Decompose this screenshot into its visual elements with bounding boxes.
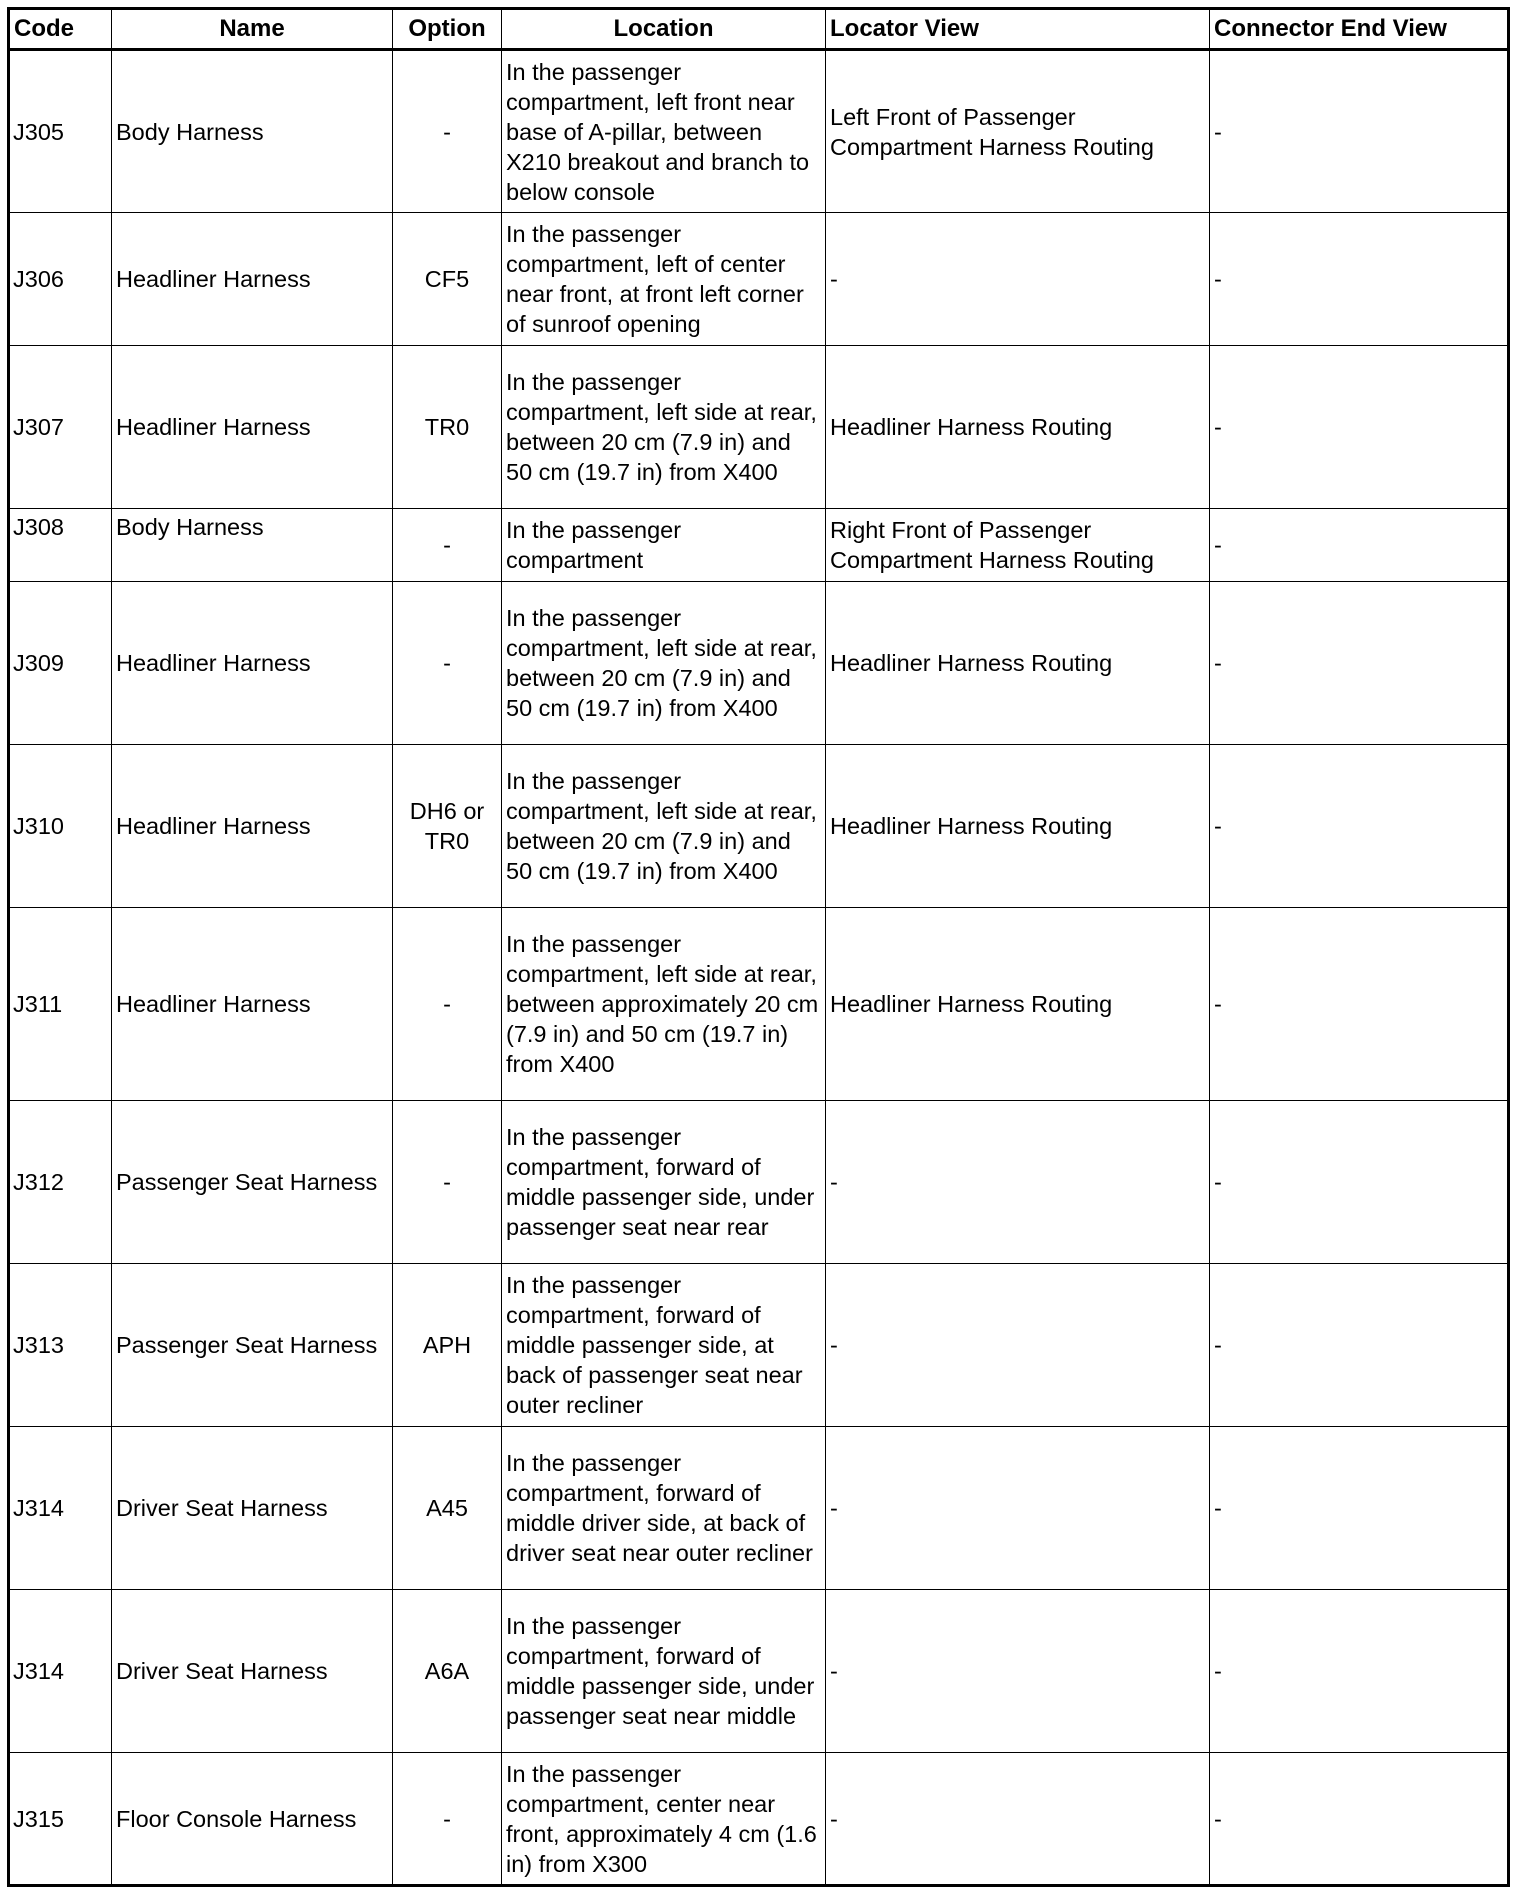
cell-connector-end-view: -	[1210, 1264, 1509, 1427]
cell-connector-end-view: -	[1210, 745, 1509, 908]
cell-location: In the passenger compartment, forward of middle driver side, at back of driver seat near outer recliner	[502, 1427, 826, 1590]
cell-locator-view: -	[826, 1101, 1210, 1264]
table-header-row	[9, 9, 1509, 50]
cell-location: In the passenger compartment, left front near base of A-pillar, between X210 breakout and branch to below console	[502, 50, 826, 213]
cell-name: Passenger Seat Harness	[112, 1101, 393, 1264]
header-code: Code	[9, 9, 112, 50]
cell-locator-view: -	[826, 1590, 1210, 1753]
table-row	[9, 1590, 1509, 1753]
cell-code: J314	[9, 1427, 112, 1590]
cell-name: Body Harness	[112, 509, 393, 582]
cell-location: In the passenger compartment, left side at rear, between 20 cm (7.9 in) and 50 cm (19.7 in) from X400	[502, 582, 826, 745]
cell-code: J314	[9, 1590, 112, 1753]
cell-name: Headliner Harness	[112, 213, 393, 346]
cell-location: In the passenger compartment, center near front, approximately 4 cm (1.6 in) from X300	[502, 1753, 826, 1886]
cell-option: APH	[393, 1264, 502, 1427]
cell-code: J305	[9, 50, 112, 213]
cell-option: TR0	[393, 346, 502, 509]
cell-code: J308	[9, 509, 112, 582]
cell-location: In the passenger compartment, left side at rear, between 20 cm (7.9 in) and 50 cm (19.7 in) from X400	[502, 346, 826, 509]
cell-connector-end-view: -	[1210, 1427, 1509, 1590]
cell-locator-view: Headliner Harness Routing	[826, 346, 1210, 509]
header-location: Location	[502, 9, 826, 50]
cell-location: In the passenger compartment, left side at rear, between 20 cm (7.9 in) and 50 cm (19.7 in) from X400	[502, 745, 826, 908]
cell-location: In the passenger compartment, forward of middle passenger side, at back of passenger seat near outer recliner	[502, 1264, 826, 1427]
cell-name: Driver Seat Harness	[112, 1590, 393, 1753]
cell-name: Body Harness	[112, 50, 393, 213]
cell-code: J307	[9, 346, 112, 509]
table-row	[9, 213, 1509, 346]
header-connector-end-view: Connector End View	[1210, 9, 1509, 50]
cell-location: In the passenger compartment, forward of middle passenger side, under passenger seat near rear	[502, 1101, 826, 1264]
cell-code: J310	[9, 745, 112, 908]
cell-option: DH6 or TR0	[393, 745, 502, 908]
cell-locator-view: Headliner Harness Routing	[826, 908, 1210, 1101]
cell-option: -	[393, 1101, 502, 1264]
cell-location: In the passenger compartment, left of center near front, at front left corner of sunroof opening	[502, 213, 826, 346]
cell-name: Floor Console Harness	[112, 1753, 393, 1886]
cell-locator-view: -	[826, 1427, 1210, 1590]
table-row	[9, 1264, 1509, 1427]
table-row	[9, 1101, 1509, 1264]
cell-code: J312	[9, 1101, 112, 1264]
cell-option: -	[393, 1753, 502, 1886]
table-row	[9, 582, 1509, 745]
cell-locator-view: -	[826, 1753, 1210, 1886]
table-row	[9, 346, 1509, 509]
cell-code: J311	[9, 908, 112, 1101]
cell-code: J309	[9, 582, 112, 745]
cell-connector-end-view: -	[1210, 582, 1509, 745]
cell-location: In the passenger compartment	[502, 509, 826, 582]
header-option: Option	[393, 9, 502, 50]
cell-locator-view: Headliner Harness Routing	[826, 745, 1210, 908]
table-row	[9, 509, 1509, 582]
table-row	[9, 1753, 1509, 1886]
header-name: Name	[112, 9, 393, 50]
cell-connector-end-view: -	[1210, 908, 1509, 1101]
cell-name: Driver Seat Harness	[112, 1427, 393, 1590]
cell-name: Passenger Seat Harness	[112, 1264, 393, 1427]
cell-option: -	[393, 908, 502, 1101]
table-row	[9, 908, 1509, 1101]
cell-option: -	[393, 50, 502, 213]
cell-option: CF5	[393, 213, 502, 346]
table-row	[9, 50, 1509, 213]
cell-name: Headliner Harness	[112, 582, 393, 745]
cell-locator-view: -	[826, 1264, 1210, 1427]
cell-code: J306	[9, 213, 112, 346]
cell-locator-view: Left Front of Passenger Compartment Harness Routing	[826, 50, 1210, 213]
cell-connector-end-view: -	[1210, 50, 1509, 213]
cell-location: In the passenger compartment, left side at rear, between approximately 20 cm (7.9 in) and 50 cm (19.7 in) from X400	[502, 908, 826, 1101]
cell-name: Headliner Harness	[112, 346, 393, 509]
cell-connector-end-view: -	[1210, 1590, 1509, 1753]
cell-connector-end-view: -	[1210, 1101, 1509, 1264]
cell-locator-view: -	[826, 213, 1210, 346]
cell-option: A6A	[393, 1590, 502, 1753]
cell-option: -	[393, 509, 502, 582]
connector-table	[7, 7, 1510, 1887]
cell-option: A45	[393, 1427, 502, 1590]
cell-locator-view: Right Front of Passenger Compartment Harness Routing	[826, 509, 1210, 582]
header-locator-view: Locator View	[826, 9, 1210, 50]
cell-option: -	[393, 582, 502, 745]
table-row	[9, 745, 1509, 908]
cell-connector-end-view: -	[1210, 213, 1509, 346]
connector-table-wrapper	[7, 7, 1510, 1887]
cell-locator-view: Headliner Harness Routing	[826, 582, 1210, 745]
cell-name: Headliner Harness	[112, 908, 393, 1101]
cell-connector-end-view: -	[1210, 509, 1509, 582]
cell-code: J315	[9, 1753, 112, 1886]
table-row	[9, 1427, 1509, 1590]
cell-location: In the passenger compartment, forward of middle passenger side, under passenger seat near middle	[502, 1590, 826, 1753]
cell-name: Headliner Harness	[112, 745, 393, 908]
cell-code: J313	[9, 1264, 112, 1427]
cell-connector-end-view: -	[1210, 1753, 1509, 1886]
cell-connector-end-view: -	[1210, 346, 1509, 509]
